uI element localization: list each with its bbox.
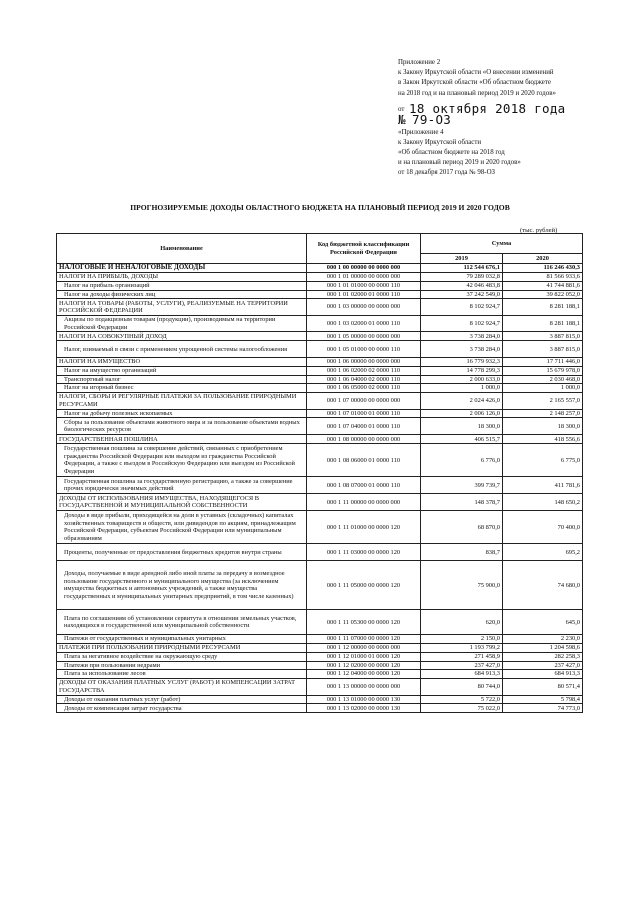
row-value-2019: 75 022,0	[421, 704, 503, 713]
row-value-2020: 70 400,0	[503, 511, 583, 544]
row-value-2019: 8 102 924,7	[421, 299, 503, 316]
table-row	[57, 358, 583, 367]
row-name: Доходы в виде прибыли, приходящейся на доли в уставных (складочных) капиталах хозяйственных товариществ и обществ, или дивидендов по акциям, принадлежащим Российской Федерации, субъектам Российской Федерации или муниципальным образованиям	[57, 511, 307, 544]
row-name: ПЛАТЕЖИ ПРИ ПОЛЬЗОВАНИИ ПРИРОДНЫМИ РЕСУРСАМИ	[57, 643, 307, 652]
row-value-2020: 74 680,0	[503, 561, 583, 610]
row-value-2019: 68 870,0	[421, 511, 503, 544]
row-value-2020: 39 822 052,0	[503, 290, 583, 299]
row-value-2019: 5 722,0	[421, 695, 503, 704]
col-header-2019: 2019	[421, 254, 503, 264]
row-name: Доходы от компенсации затрат государства	[57, 704, 307, 713]
row-name: Государственная пошлина за государственную регистрацию, а также за совершение прочих юридически значимых действий	[57, 477, 307, 494]
col-header-sum: Сумма	[421, 234, 583, 254]
row-value-2020: 81 566 933,6	[503, 273, 583, 282]
number-label: №	[398, 112, 406, 127]
revenue-table	[56, 233, 583, 713]
table-body	[57, 264, 583, 713]
row-value-2020: 74 773,0	[503, 704, 583, 713]
header-line: «Об областном бюджете на 2018 год	[398, 149, 505, 157]
row-value-2019: 3 738 284,0	[421, 341, 503, 358]
row-code: 000 1 00 00000 00 0000 000	[307, 264, 421, 273]
table-row	[57, 635, 583, 644]
document-title: ПРОГНОЗИРУЕМЫЕ ДОХОДЫ ОБЛАСТНОГО БЮДЖЕТА НА ПЛАНОВЫЙ ПЕРИОД 2019 И 2020 ГОДОВ	[130, 203, 510, 212]
table-row	[57, 418, 583, 435]
row-name: Доходы, получаемые в виде арендной либо иной платы за передачу в возмездное пользование государственного и муниципального имущества (за исключением имущества бюджетных и автономных учреждений, а также имущества государственных и муниципальных унитарных предприятий, в том числе казенных)	[57, 561, 307, 610]
unit-label: (тыс. рублей)	[520, 227, 558, 234]
row-name: Плата по соглашениям об установлении сервитута в отношении земельных участков, находящихся в государственной или муниципальной собственности	[57, 610, 307, 635]
table-row	[57, 494, 583, 511]
row-code: 000 1 06 05000 02 0000 110	[307, 384, 421, 393]
table-row	[57, 273, 583, 282]
row-name: Плата за использование лесов	[57, 670, 307, 679]
row-name: НАЛОГИ НА СОВОКУПНЫЙ ДОХОД	[57, 332, 307, 341]
row-name: Плата за негативное воздействие на окружающую среду	[57, 652, 307, 661]
row-value-2020: 3 887 815,0	[503, 332, 583, 341]
row-code: 000 1 06 02000 02 0000 110	[307, 366, 421, 375]
row-code: 000 1 08 07000 01 0000 110	[307, 477, 421, 494]
row-value-2020: 148 650,2	[503, 494, 583, 511]
row-name: НАЛОГОВЫЕ И НЕНАЛОГОВЫЕ ДОХОДЫ	[57, 264, 307, 273]
row-code: 000 1 06 04000 02 0000 110	[307, 375, 421, 384]
row-name: ГОСУДАРСТВЕННАЯ ПОШЛИНА	[57, 435, 307, 444]
row-value-2020: 5 798,4	[503, 695, 583, 704]
row-name: НАЛОГИ НА ИМУЩЕСТВО	[57, 358, 307, 367]
table-row	[57, 477, 583, 494]
table-row	[57, 511, 583, 544]
row-value-2019: 3 738 284,0	[421, 332, 503, 341]
row-name: ДОХОДЫ ОТ ОКАЗАНИЯ ПЛАТНЫХ УСЛУГ (РАБОТ) И КОМПЕНСАЦИИ ЗАТРАТ ГОСУДАРСТВА	[57, 678, 307, 695]
row-value-2019: 237 427,0	[421, 661, 503, 670]
row-name: Платежи от государственных и муниципальных унитарных	[57, 635, 307, 644]
row-name: ДОХОДЫ ОТ ИСПОЛЬЗОВАНИЯ ИМУЩЕСТВА, НАХОДЯЩЕГОСЯ В ГОСУДАРСТВЕННОЙ И МУНИЦИПАЛЬНОЙ СОБСТВЕННОСТИ	[57, 494, 307, 511]
row-value-2019: 399 739,7	[421, 477, 503, 494]
row-code: 000 1 11 00000 00 0000 000	[307, 494, 421, 511]
row-code: 000 1 07 00000 00 0000 000	[307, 392, 421, 409]
row-code: 000 1 13 00000 00 0000 000	[307, 678, 421, 695]
row-value-2019: 148 378,7	[421, 494, 503, 511]
row-name: Налог на доходы физических лиц	[57, 290, 307, 299]
row-value-2020: 1 000,0	[503, 384, 583, 393]
col-header-name: Наименование	[57, 234, 307, 264]
row-value-2019: 37 242 549,0	[421, 290, 503, 299]
row-value-2019: 16 779 932,3	[421, 358, 503, 367]
row-value-2020: 116 246 430,3	[503, 264, 583, 273]
row-code: 000 1 12 04000 00 0000 120	[307, 670, 421, 679]
table-row	[57, 332, 583, 341]
row-value-2019: 2 150,0	[421, 635, 503, 644]
table-row	[57, 610, 583, 635]
table-row	[57, 299, 583, 316]
row-value-2020: 18 300,0	[503, 418, 583, 435]
row-code: 000 1 01 01000 00 0000 110	[307, 282, 421, 291]
table-row	[57, 561, 583, 610]
row-code: 000 1 13 01000 00 0000 130	[307, 695, 421, 704]
header-line: от 18 декабря 2017 года № 98-ОЗ	[398, 169, 496, 177]
row-name: НАЛОГИ НА ПРИБЫЛЬ, ДОХОДЫ	[57, 273, 307, 282]
row-name: Проценты, полученные от предоставления бюджетных кредитов внутри страны	[57, 544, 307, 561]
header-line: в Закон Иркутской области «Об областном бюджете	[398, 79, 551, 87]
table-row	[57, 704, 583, 713]
row-name: Платежи при пользовании недрами	[57, 661, 307, 670]
table-row	[57, 375, 583, 384]
col-header-code: Код бюджетной классификации Российской Федерации	[307, 234, 421, 264]
table-row	[57, 290, 583, 299]
row-code: 000 1 03 02000 01 0000 110	[307, 316, 421, 332]
table-row	[57, 695, 583, 704]
row-value-2019: 6 776,0	[421, 444, 503, 477]
row-value-2020: 411 781,6	[503, 477, 583, 494]
table-row	[57, 264, 583, 273]
row-value-2020: 2 148 257,0	[503, 409, 583, 418]
row-value-2019: 1 193 799,2	[421, 643, 503, 652]
row-code: 000 1 07 04000 01 0000 110	[307, 418, 421, 435]
header-line: и на плановый период 2019 и 2020 годов»	[398, 159, 521, 167]
row-value-2020: 282 258,3	[503, 652, 583, 661]
row-name: Государственная пошлина за совершение действий, связанных с приобретением гражданства Российской Федерации или выходом из гражданства Российской Федерации, а также с въездом в Российскую Федерацию или выездом из Российской Федерации	[57, 444, 307, 477]
row-value-2019: 620,0	[421, 610, 503, 635]
row-name: Транспортный налог	[57, 375, 307, 384]
row-value-2020: 695,2	[503, 544, 583, 561]
table-row	[57, 444, 583, 477]
table-row	[57, 316, 583, 332]
row-value-2020: 684 913,3	[503, 670, 583, 679]
header-line: «Приложение 4	[398, 129, 444, 136]
row-code: 000 1 07 01000 01 0000 110	[307, 409, 421, 418]
col-header-2020: 2020	[503, 254, 583, 264]
table-row	[57, 282, 583, 291]
row-value-2019: 112 544 676,1	[421, 264, 503, 273]
row-code: 000 1 06 00000 00 0000 000	[307, 358, 421, 367]
table-row	[57, 544, 583, 561]
row-value-2020: 80 571,4	[503, 678, 583, 695]
row-value-2019: 684 913,3	[421, 670, 503, 679]
row-code: 000 1 05 00000 00 0000 000	[307, 332, 421, 341]
table-row	[57, 435, 583, 444]
row-code: 000 1 11 07000 00 0000 120	[307, 635, 421, 644]
law-date: 18 октября 2018 года	[409, 101, 566, 116]
row-value-2020: 2 230,0	[503, 635, 583, 644]
row-value-2019: 2 000 633,0	[421, 375, 503, 384]
row-code: 000 1 03 00000 00 0000 000	[307, 299, 421, 316]
row-code: 000 1 08 06000 01 0000 110	[307, 444, 421, 477]
table-row	[57, 678, 583, 695]
header-line: на 2018 год и на плановый период 2019 и 2020 годов»	[398, 89, 556, 97]
row-value-2020: 3 887 815,0	[503, 341, 583, 358]
row-value-2020: 2 165 557,0	[503, 392, 583, 409]
row-code: 000 1 11 03000 00 0000 120	[307, 544, 421, 561]
table-row	[57, 670, 583, 679]
row-value-2019: 2 006 126,0	[421, 409, 503, 418]
row-value-2019: 406 515,7	[421, 435, 503, 444]
row-code: 000 1 11 05000 00 0000 120	[307, 561, 421, 610]
row-code: 000 1 11 01000 00 0000 120	[307, 511, 421, 544]
table-row	[57, 384, 583, 393]
table-row	[57, 661, 583, 670]
appendix-header	[398, 58, 623, 99]
row-value-2020: 8 281 188,1	[503, 316, 583, 332]
row-value-2019: 14 778 299,3	[421, 366, 503, 375]
law-number: 79-ОЗ	[412, 112, 452, 127]
row-value-2019: 2 024 426,0	[421, 392, 503, 409]
row-value-2020: 17 711 446,0	[503, 358, 583, 367]
row-name: Налог на прибыль организаций	[57, 282, 307, 291]
row-value-2020: 645,0	[503, 610, 583, 635]
row-value-2020: 8 281 188,1	[503, 299, 583, 316]
row-code: 000 1 12 01000 01 0000 120	[307, 652, 421, 661]
row-value-2019: 42 046 483,8	[421, 282, 503, 291]
row-code: 000 1 11 05300 00 0000 120	[307, 610, 421, 635]
row-value-2019: 1 000,0	[421, 384, 503, 393]
row-name: Сборы за пользование объектами животного мира и за пользование объектами водных биологических ресурсов	[57, 418, 307, 435]
row-value-2019: 271 458,9	[421, 652, 503, 661]
row-value-2019: 75 900,0	[421, 561, 503, 610]
table-row	[57, 643, 583, 652]
row-code: 000 1 01 00000 00 0000 000	[307, 273, 421, 282]
row-code: 000 1 13 02000 00 0000 130	[307, 704, 421, 713]
header-line: к Закону Иркутской области	[398, 139, 482, 147]
row-name: НАЛОГИ, СБОРЫ И РЕГУЛЯРНЫЕ ПЛАТЕЖИ ЗА ПОЛЬЗОВАНИЕ ПРИРОДНЫМИ РЕСУРСАМИ	[57, 392, 307, 409]
from-label: от	[398, 106, 405, 113]
row-value-2020: 1 204 598,6	[503, 643, 583, 652]
row-value-2019: 79 289 032,8	[421, 273, 503, 282]
table-row	[57, 409, 583, 418]
row-value-2020: 237 427,0	[503, 661, 583, 670]
table-row	[57, 366, 583, 375]
row-value-2020: 41 744 881,6	[503, 282, 583, 291]
row-name: НАЛОГИ НА ТОВАРЫ (РАБОТЫ, УСЛУГИ), РЕАЛИЗУЕМЫЕ НА ТЕРРИТОРИИ РОССИЙСКОЙ ФЕДЕРАЦИИ	[57, 299, 307, 316]
row-value-2019: 80 744,0	[421, 678, 503, 695]
row-value-2020: 15 679 978,0	[503, 366, 583, 375]
row-value-2020: 418 556,6	[503, 435, 583, 444]
row-name: Налог на игорный бизнес	[57, 384, 307, 393]
row-name: Налог на добычу полезных ископаемых	[57, 409, 307, 418]
row-code: 000 1 08 00000 00 0000 000	[307, 435, 421, 444]
row-code: 000 1 12 00000 00 0000 000	[307, 643, 421, 652]
row-code: 000 1 12 02000 00 0000 120	[307, 661, 421, 670]
header-line: Приложение 2	[398, 59, 441, 66]
appendix-header-original	[398, 128, 521, 178]
row-name: Налог на имущество организаций	[57, 366, 307, 375]
row-value-2020: 6 775,0	[503, 444, 583, 477]
header-line: к Закону Иркутской области «О внесении изменений	[398, 69, 554, 77]
table-row	[57, 652, 583, 661]
row-name: Акцизы по подакцизным товарам (продукции), производимым на территории Российской Федерации	[57, 316, 307, 332]
row-value-2019: 18 300,0	[421, 418, 503, 435]
row-name: Налог, взимаемый в связи с применением упрощенной системы налогообложения	[57, 341, 307, 358]
row-name: Доходы от оказания платных услуг (работ)	[57, 695, 307, 704]
table-row	[57, 392, 583, 409]
row-value-2020: 2 030 468,0	[503, 375, 583, 384]
row-code: 000 1 05 01000 00 0000 110	[307, 341, 421, 358]
row-value-2019: 8 102 924,7	[421, 316, 503, 332]
table-row	[57, 341, 583, 358]
row-value-2019: 838,7	[421, 544, 503, 561]
row-code: 000 1 01 02000 01 0000 110	[307, 290, 421, 299]
